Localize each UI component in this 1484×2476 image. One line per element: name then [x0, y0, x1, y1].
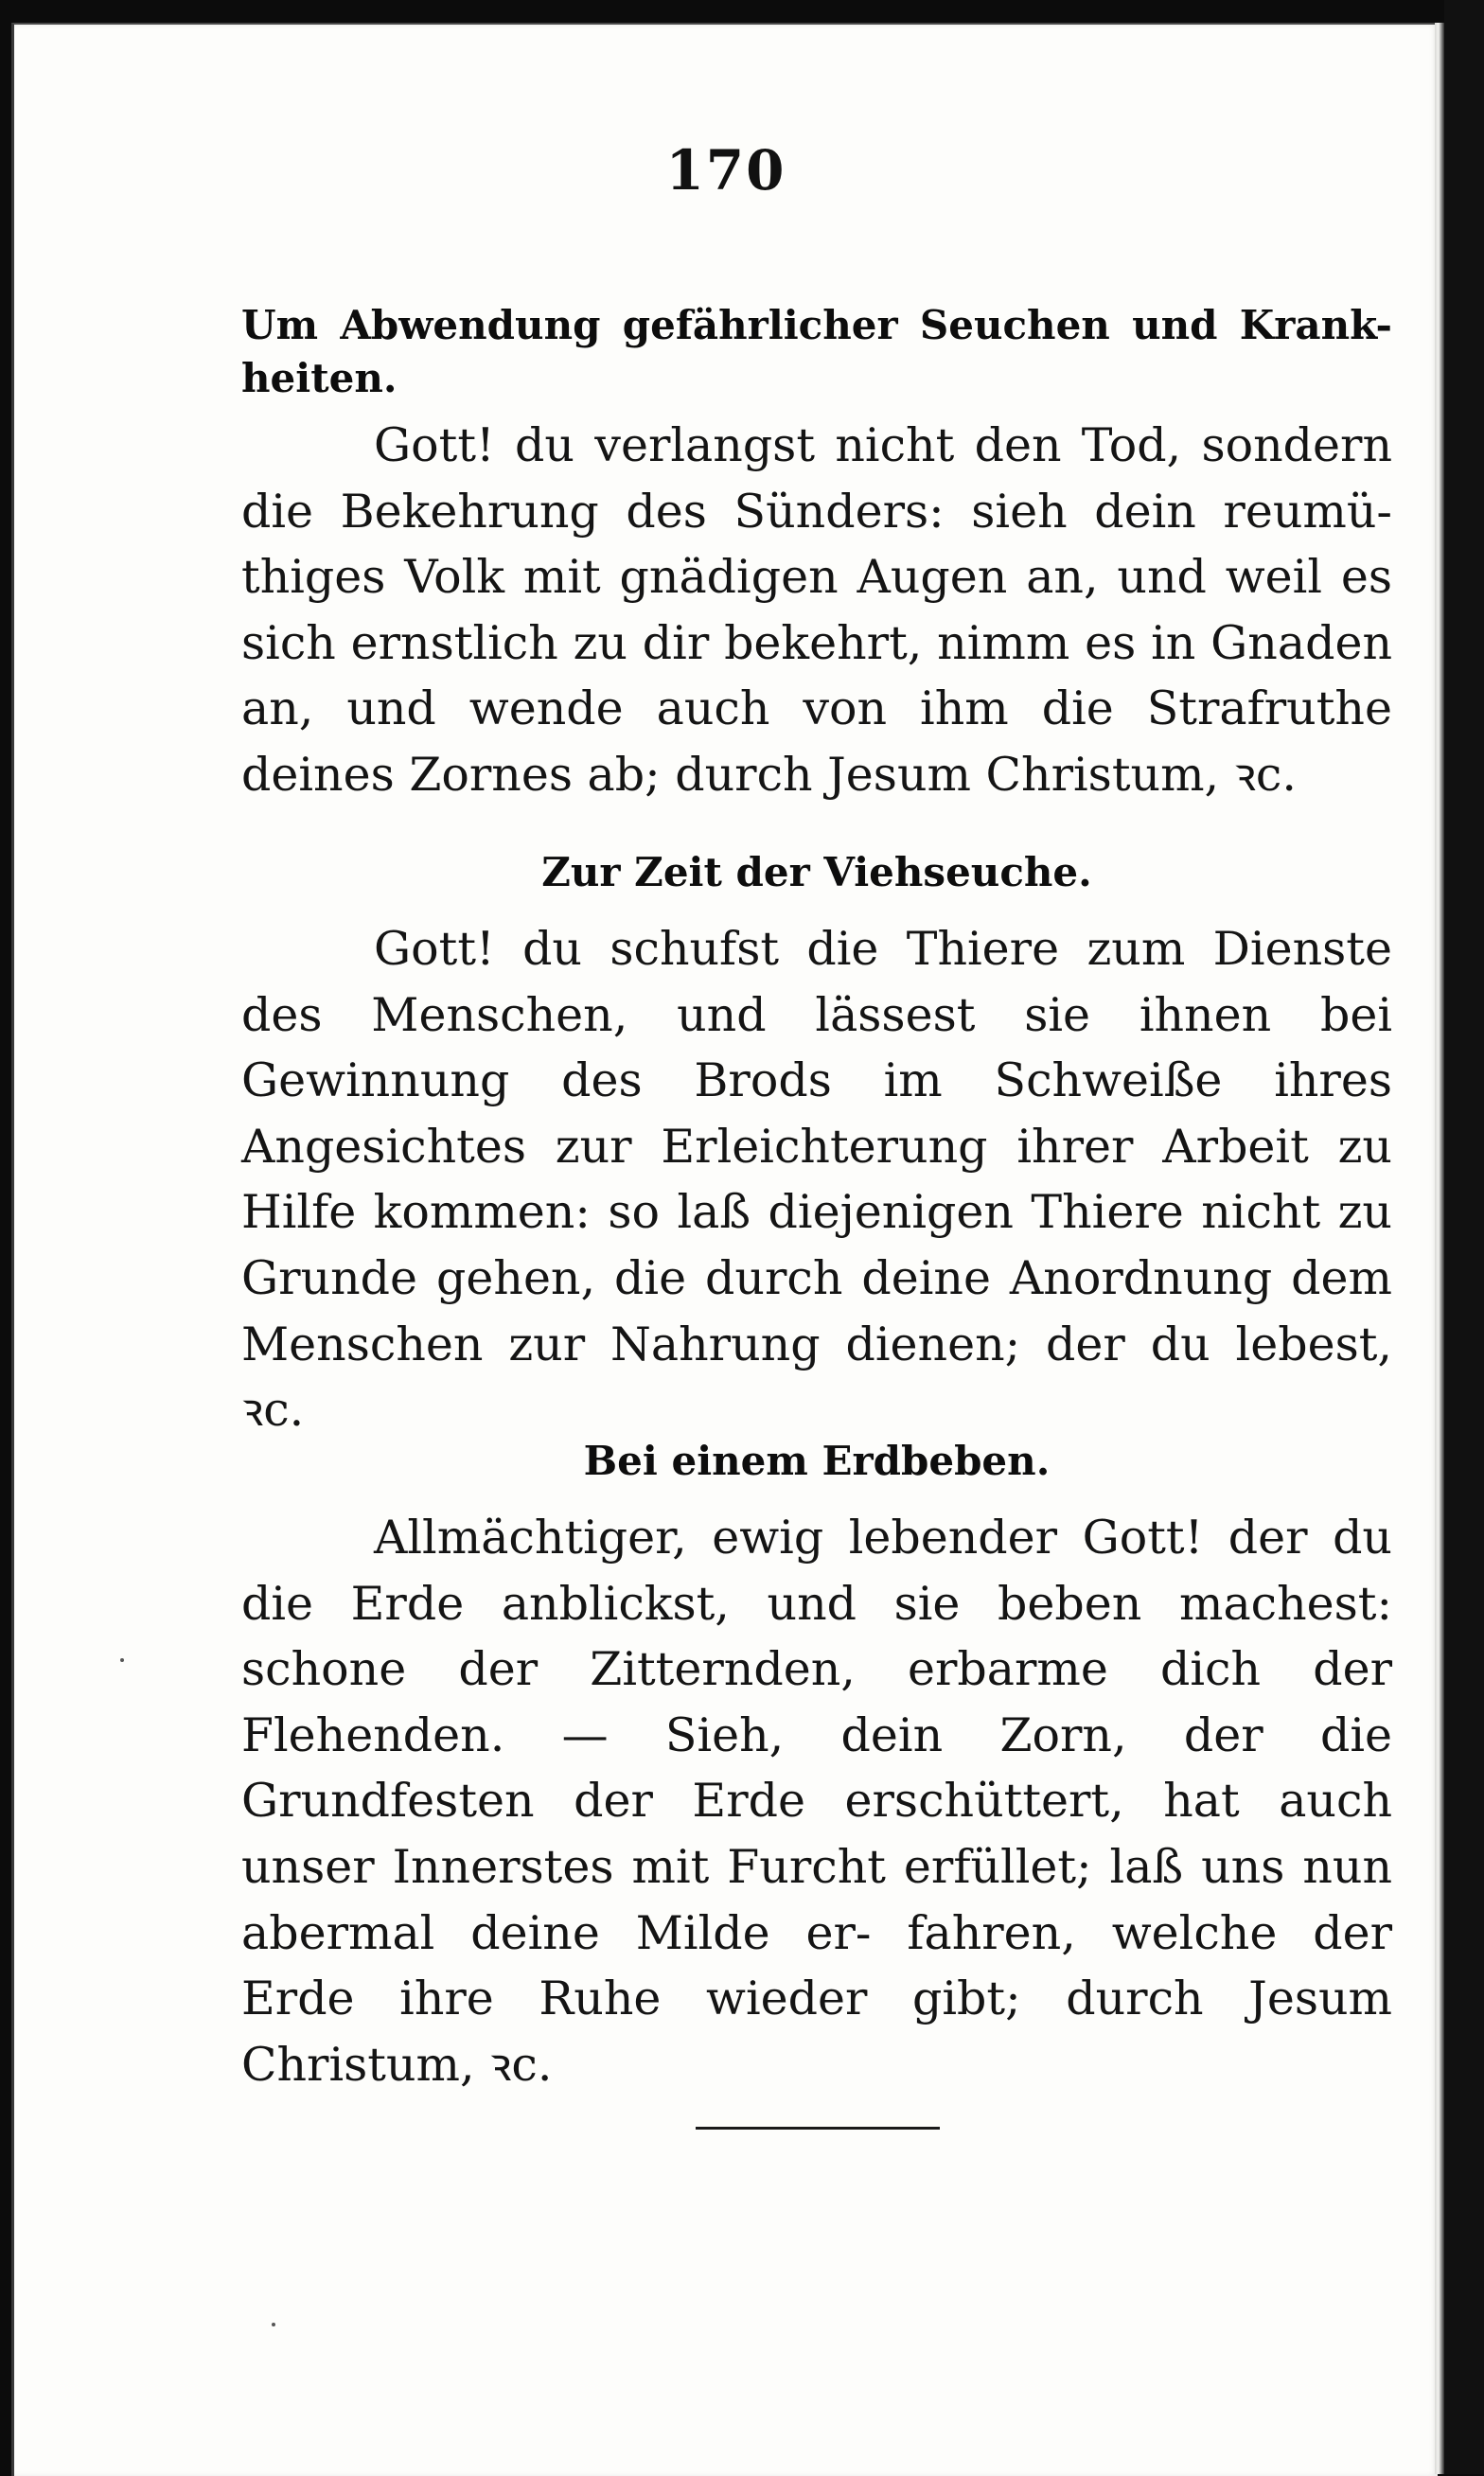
section-earthquake — [241, 1435, 1392, 2097]
paper-speck — [272, 2323, 275, 2326]
end-rule — [696, 2127, 940, 2130]
paper-speck — [120, 1658, 124, 1662]
scan-background-edge — [1444, 0, 1484, 2474]
section-heading-epidemics: Um Abwendung gefährlicher Seuchen und Krank- heiten. — [241, 302, 1392, 401]
prayer-text-earthquake: Allmächtiger, ewig lebender Gott! der du die Erde anblickst, und sie beben machest: schone der Zitternden, erbarme dich der Flehenden. — Sieh, dein Zorn, der die Grundfesten der Erde erschüttert, hat auch unser Innerstes mit Furcht erfüllet; laß uns nun abermal deine Milde er- fahren, welche der Erde ihre Ruhe wieder gibt; durch Jesum Christum, ꝛc. — [241, 1511, 1392, 2092]
section-cattle-plague — [241, 846, 1392, 1443]
prayer-text-cattle-plague: Gott! du schufst die Thiere zum Dienste des Menschen, und lässest sie ihnen bei Gewinnung des Brods im Schweiße ihres Angesichtes zur Erleichterung ihrer Arbeit zu Hilfe kommen: so laß diejenigen Thiere nicht zu Grunde gehen, die durch deine Anordnung dem Menschen zur Nahrung dienen; der du lebest, ꝛc. — [241, 922, 1392, 1438]
prayer-text-epidemics: Gott! du verlangst nicht den Tod, sondern die Bekehrung des Sünders: sieh dein reumü- thiges Volk mit gnädigen Augen an, und weil es sich ernstlich zu dir bekehrt, nimm es in Gnaden an, und wende auch von ihm die Strafruthe deines Zornes ab; durch Jesum Christum, ꝛc. — [241, 418, 1392, 802]
section-epidemics — [241, 299, 1392, 808]
book-page — [11, 23, 1438, 2476]
section-heading-earthquake: Bei einem Erdbeben. — [583, 1438, 1051, 1484]
section-heading-cattle-plague: Zur Zeit der Viehseuche. — [541, 849, 1092, 895]
page-edge-shadow — [1435, 23, 1444, 2474]
page-number: 170 — [665, 138, 786, 203]
